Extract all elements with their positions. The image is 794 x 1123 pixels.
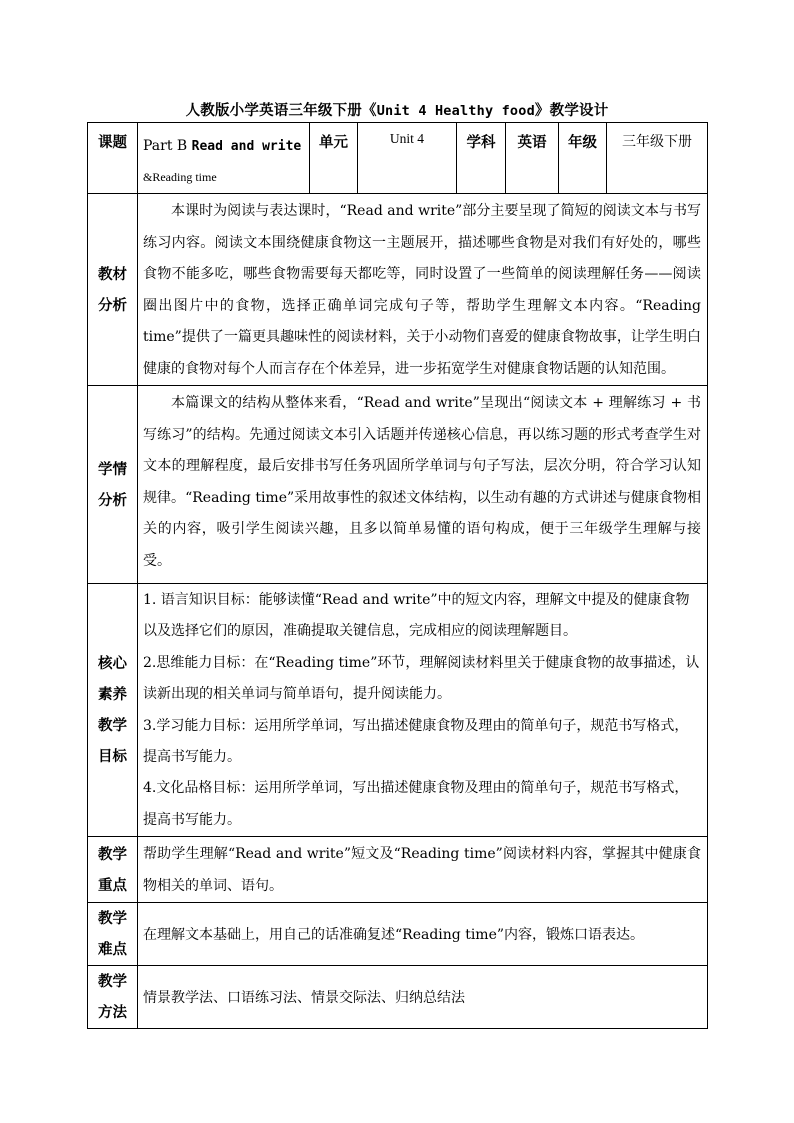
textbook-analysis-text: 本课时为阅读与表达课时，“Read and write”部分主要呈现了简短的阅读文本与书写练习内容。阅读文本围绕健康食物这一主题展开，描述哪些食物是对我们有好处的，哪些食物不能多吃，哪些食物需要每天都吃等，同时设置了一些简单的阅读理解任务——阅读圈出图片中的食物，选择正确单词完成句子等，帮助学生理解文本内容。“Reading time”提供了一篇更具趣味性的阅读材料，关于小动物们喜爱的健康食物故事，让学生明白健康的食物对每个人而言存在个体差异，进一步拓宽学生对健康食物话题的认知范围。 xyxy=(138,194,708,386)
methods-row xyxy=(88,966,708,1029)
core-goals-label xyxy=(88,584,138,837)
lesson-plan-table xyxy=(87,122,708,1029)
subject-value: 英语 xyxy=(506,123,559,194)
grade-label: 年级 xyxy=(559,123,607,194)
label-line: 教学 xyxy=(98,910,127,928)
goal-item: 1. 语言知识目标：能够读懂“Read and write”中的短文内容，理解文中提及的健康食物以及选择它们的原因，准确提取关键信息，完成相应的阅读理解题目。 xyxy=(143,592,690,640)
label-line: 分析 xyxy=(98,491,127,509)
title-unit: Unit 4 Healthy food xyxy=(376,103,535,119)
difficulties-row xyxy=(88,903,708,966)
unit-value: Unit 4 xyxy=(358,123,457,194)
key-points-label xyxy=(88,837,138,903)
label-line: 学情 xyxy=(98,460,127,478)
goal-item: 2.思维能力目标：在“Reading time”环节，理解阅读材料里关于健康食物的故事描述，认读新出现的相关单词与简单语句，提升阅读能力。 xyxy=(143,654,700,703)
difficulties-text: 在理解文本基础上，用自己的话准确复述“Reading time”内容，锻炼口语表达。 xyxy=(138,903,708,966)
topic-bold: Read and write xyxy=(191,139,302,154)
label-line: 素养 xyxy=(98,686,127,704)
topic-line2: &Reading time xyxy=(143,170,217,184)
textbook-analysis-label xyxy=(88,194,138,386)
difficulties-label xyxy=(88,903,138,966)
goal-item: 3.学习能力目标：运用所学单词，写出描述健康食物及理由的简单句子，规范书写格式，提高书写能力。 xyxy=(143,717,689,766)
label-line: 教学 xyxy=(98,845,127,863)
student-analysis-text: 本篇课文的结构从整体来看，“Read and write”呈现出“阅读文本 + 理解练习 + 书写练习”的结构。先通过阅读文本引入话题并传递核心信息，再以练习题的形式考查学生对文本的理解程度，最后安排书写任务巩固所学单词与句子写法，层次分明，符合学习认知规律。“Reading time”采用故事性的叙述文体结构，以生动有趣的方式讲述与健康食物相关的内容，吸引学生阅读兴趣，且多以简单易懂的语句构成，便于三年级学生理解与接受。 xyxy=(138,386,708,584)
label-line: 教学 xyxy=(98,973,127,991)
label-line: 方法 xyxy=(98,1004,127,1022)
topic-value xyxy=(138,123,310,194)
label-line: 核心 xyxy=(98,655,127,673)
label-line: 难点 xyxy=(98,941,127,959)
core-goals-row xyxy=(88,584,708,837)
methods-text: 情景教学法、口语练习法、情景交际法、归纳总结法 xyxy=(138,966,708,1029)
student-analysis-row xyxy=(88,386,708,584)
header-row xyxy=(88,123,708,194)
title-prefix: 人教版小学英语三年级下册《 xyxy=(185,102,377,119)
topic-label: 课题 xyxy=(88,123,138,194)
student-analysis-label xyxy=(88,386,138,584)
label-line: 教材 xyxy=(98,265,127,283)
document-title xyxy=(0,99,794,120)
label-line: 教学 xyxy=(98,717,127,735)
methods-label xyxy=(88,966,138,1029)
grade-value: 三年级下册 xyxy=(607,123,708,194)
topic-part: Part B xyxy=(143,138,192,154)
subject-label: 学科 xyxy=(457,123,506,194)
key-points-row xyxy=(88,837,708,903)
core-goals-list xyxy=(138,584,708,837)
label-line: 重点 xyxy=(98,876,127,894)
title-suffix: 》教学设计 xyxy=(534,102,609,119)
unit-label: 单元 xyxy=(310,123,358,194)
goal-item: 4.文化品格目标：运用所学单词，写出描述健康食物及理由的简单句子，规范书写格式，提高书写能力。 xyxy=(143,780,689,828)
textbook-analysis-row xyxy=(88,194,708,386)
key-points-text: 帮助学生理解“Read and write”短文及“Reading time”阅读材料内容，掌握其中健康食物相关的单词、语句。 xyxy=(138,837,708,903)
label-line: 分析 xyxy=(98,296,127,314)
label-line: 目标 xyxy=(98,748,127,766)
